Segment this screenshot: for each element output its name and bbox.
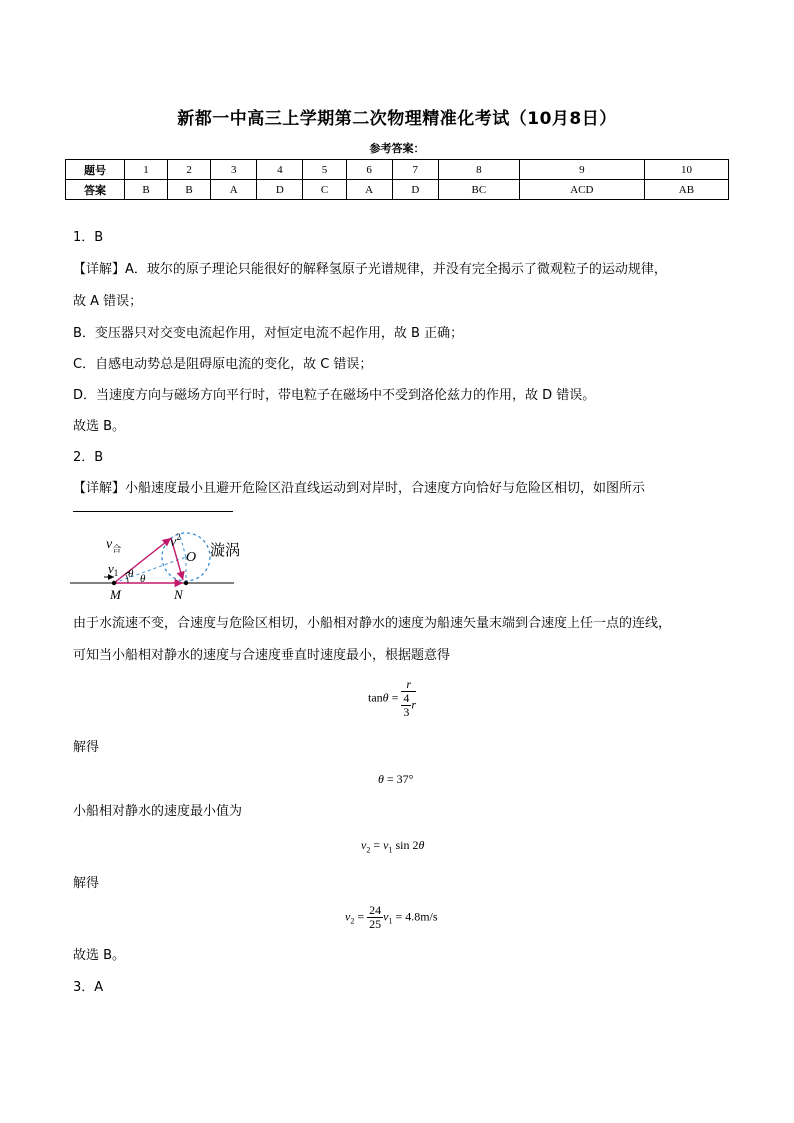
row-label-answer: 答案: [66, 180, 125, 200]
question-number: 2: [168, 160, 211, 180]
q2-line: 【详解】小船速度最小且避开危险区沿直线运动到对岸时，合速度方向恰好与危险区相切，如图所示: [73, 481, 646, 496]
question-number: 4: [257, 160, 303, 180]
question-number: 5: [303, 160, 346, 180]
answer-cell: BC: [438, 180, 519, 200]
vector-diagram: [68, 525, 258, 605]
label-m: M: [110, 587, 121, 602]
question-number: 7: [392, 160, 438, 180]
page-title: 新都一中高三上学期第二次物理精准化考试（10月8日）: [177, 109, 617, 129]
eq-denominator: 25: [369, 917, 382, 931]
eq-numerator: r: [401, 678, 416, 692]
q1-line: D．当速度方向与磁场方向平行时，带电粒子在磁场中不受到洛伦兹力的作用，故 D 错误。: [73, 388, 596, 403]
q1-line: 故 A 错误；: [73, 294, 143, 309]
answer-cell: D: [257, 180, 303, 200]
answer-cell: B: [168, 180, 211, 200]
equation-v2-min: [361, 838, 424, 854]
point-n: [184, 581, 188, 585]
eq-numerator: 4: [403, 691, 410, 705]
eq-symbol: v: [383, 909, 389, 924]
eq-subscript: 1: [388, 845, 393, 855]
q2-heading: 2．B: [73, 450, 104, 465]
eq-text: = 4.8m/s: [392, 909, 438, 924]
eq-text: tan: [368, 690, 383, 705]
answer-cell: A: [346, 180, 392, 200]
eq-symbol: θ: [378, 772, 384, 786]
label-n: N: [174, 587, 183, 602]
question-number: 8: [438, 160, 519, 180]
answer-cell: B: [125, 180, 168, 200]
label-theta: θ: [140, 573, 146, 585]
eq-denominator: [401, 692, 416, 719]
eq-symbol: θ: [382, 690, 389, 705]
eq-text: =: [370, 838, 384, 852]
q1-line: 【详解】A．玻尔的原子理论只能很好的解释氢原子光谱规律，并没有完全揭示了微观粒子的运动规律，: [73, 262, 667, 277]
q2-line: 解得: [73, 876, 100, 891]
answer-cell: C: [303, 180, 346, 200]
q2-line: 由于水流速不变，合速度与危险区相切，小船相对静水的速度为船速矢量末端到合速度上任一点的连线，: [73, 616, 672, 631]
label-vortex: 漩涡: [210, 541, 241, 559]
label-theta: θ: [128, 568, 134, 580]
eq-text: =: [388, 690, 402, 705]
eq-fraction: [401, 678, 416, 719]
eq-symbol: θ: [418, 838, 425, 852]
eq-denominator: 3: [403, 705, 410, 719]
label-v-resultant: $v_合$: [106, 537, 122, 554]
q2-line: 解得: [73, 740, 100, 755]
eq-text: =: [354, 909, 368, 924]
table-row: [66, 180, 729, 200]
question-number: 6: [346, 160, 392, 180]
label-o: O: [186, 550, 197, 565]
figure-divider: [73, 511, 233, 512]
row-label-number: 题号: [66, 160, 125, 180]
eq-symbol: r: [411, 697, 417, 712]
q3-heading: 3．A: [73, 980, 104, 995]
question-number: 1: [125, 160, 168, 180]
eq-fraction: [367, 904, 383, 931]
q1-line: C．自感电动势总是阻碍原电流的变化，故 C 错误；: [73, 357, 373, 372]
q1-heading: 1．B: [73, 230, 104, 245]
question-number: 3: [211, 160, 257, 180]
eq-subscript: 2: [350, 916, 355, 926]
equation-theta-value: [378, 772, 413, 787]
eq-numerator: 24: [369, 903, 382, 917]
label-v1: $v_1$: [108, 561, 119, 578]
answer-cell: AB: [644, 180, 728, 200]
eq-symbol: v: [361, 838, 367, 852]
question-number: 9: [519, 160, 644, 180]
label-v2: $v^2$: [170, 532, 181, 550]
q1-line: B．变压器只对交变电流起作用，对恒定电流不起作用，故 B 正确；: [73, 326, 464, 341]
q2-line: 可知当小船相对静水的速度与合速度垂直时速度最小，根据题意得: [73, 648, 451, 663]
q1-conclusion: 故选 B。: [73, 419, 126, 434]
eq-subscript: 1: [388, 916, 393, 926]
answer-key-label: 参考答案：: [369, 142, 425, 155]
answer-cell: ACD: [519, 180, 644, 200]
eq-symbol: v: [383, 838, 389, 852]
answer-cell: D: [392, 180, 438, 200]
point-m: [112, 581, 116, 585]
q2-line: 小船相对静水的速度最小值为: [73, 804, 243, 819]
question-number: 10: [644, 160, 728, 180]
eq-symbol: v: [345, 909, 351, 924]
answer-cell: A: [211, 180, 257, 200]
eq-text: sin 2: [392, 838, 419, 852]
table-row: [66, 160, 729, 180]
equation-v2-result: [345, 904, 438, 931]
answer-table: [65, 159, 729, 200]
eq-text: = 37°: [383, 772, 414, 786]
q2-conclusion: 故选 B。: [73, 948, 126, 963]
eq-subscript: 2: [366, 845, 371, 855]
equation-tan-theta: [368, 678, 416, 719]
